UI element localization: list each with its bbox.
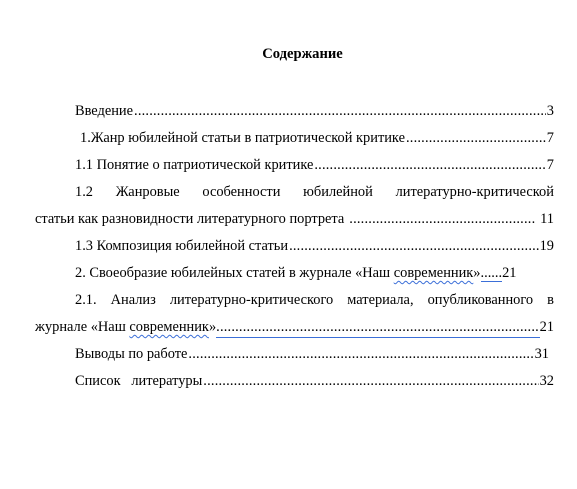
- toc-entry-text: 1.1 Понятие о патриотической критике: [75, 157, 314, 173]
- toc-leader: [188, 344, 533, 364]
- toc-word: литературно-критического: [169, 292, 334, 308]
- spellcheck-underlined-word[interactable]: современник: [129, 319, 209, 335]
- toc-word: литературно-критической: [395, 184, 554, 200]
- toc-entry-chapter-1[interactable]: [80, 128, 554, 148]
- toc-leader: [216, 317, 539, 338]
- toc-page-number: 21: [502, 265, 517, 281]
- toc-entry-text: 1.3 Композиция юбилейной статьи: [75, 238, 289, 254]
- toc-leader: [406, 128, 546, 148]
- toc-page-number: 7: [546, 130, 554, 146]
- toc-entry-section-2-1-line2[interactable]: [35, 317, 554, 337]
- toc-page-number: 31: [534, 346, 549, 362]
- toc-word: опубликованного: [427, 292, 534, 308]
- toc-entry-text: статьи как разновидности литературного портрета: [35, 211, 345, 227]
- toc-word: 1.2: [75, 184, 93, 200]
- toc-entry-section-1-2-line1[interactable]: [75, 182, 554, 202]
- toc-page-number: 32: [539, 373, 554, 389]
- toc-leader: [314, 155, 545, 175]
- toc-entry-chapter-2[interactable]: [75, 263, 554, 283]
- toc-word: 2.1.: [75, 292, 97, 308]
- toc-word: юбилейной: [303, 184, 373, 200]
- toc-entry-section-1-3[interactable]: [75, 236, 554, 256]
- toc-leader-dots: ......: [480, 265, 503, 281]
- toc-page-number: 3: [546, 103, 554, 119]
- toc-word: особенности: [202, 184, 281, 200]
- toc-word: материала,: [347, 292, 414, 308]
- toc-word: Жанровые: [115, 184, 180, 200]
- spellcheck-underlined-word[interactable]: современник: [393, 265, 474, 281]
- toc-leader: [203, 371, 538, 391]
- page-title: Содержание: [262, 46, 343, 62]
- toc-entry-section-1-1[interactable]: [75, 155, 554, 175]
- toc-entry-conclusions[interactable]: [75, 344, 549, 364]
- toc-page-number: 7: [546, 157, 554, 173]
- toc-text-part: »: [208, 319, 217, 335]
- toc-text-part: 2. Своеобразие юбилейных статей в журнале «Наш: [75, 265, 394, 281]
- toc-leader: [134, 101, 546, 121]
- toc-leader: [349, 209, 536, 229]
- toc-page-number: 19: [539, 238, 554, 254]
- toc-entry-text: Выводы по работе: [75, 346, 188, 362]
- toc-entry-text: 1.Жанр юбилейной статьи в патриотической критике: [80, 130, 405, 146]
- toc-page-number: 11: [540, 211, 554, 227]
- toc-entry-intro[interactable]: [75, 101, 554, 121]
- toc-text-part: журнале «Наш: [35, 319, 130, 335]
- toc-entry-text: [75, 263, 502, 283]
- toc-page-number: 21: [539, 319, 554, 335]
- toc-entry-section-2-1-line1[interactable]: [75, 290, 554, 310]
- toc-entry-text: Список литературы: [75, 373, 203, 389]
- toc-word: в: [547, 292, 554, 308]
- toc-word: Анализ: [110, 292, 156, 308]
- toc-entry-text: Введение: [75, 103, 134, 119]
- toc-entry-section-1-2-line2[interactable]: [35, 209, 554, 229]
- toc-entry-text: [35, 317, 216, 337]
- toc-text-part: »: [473, 265, 481, 281]
- toc-leader: [289, 236, 539, 256]
- toc-entry-references[interactable]: [75, 371, 554, 391]
